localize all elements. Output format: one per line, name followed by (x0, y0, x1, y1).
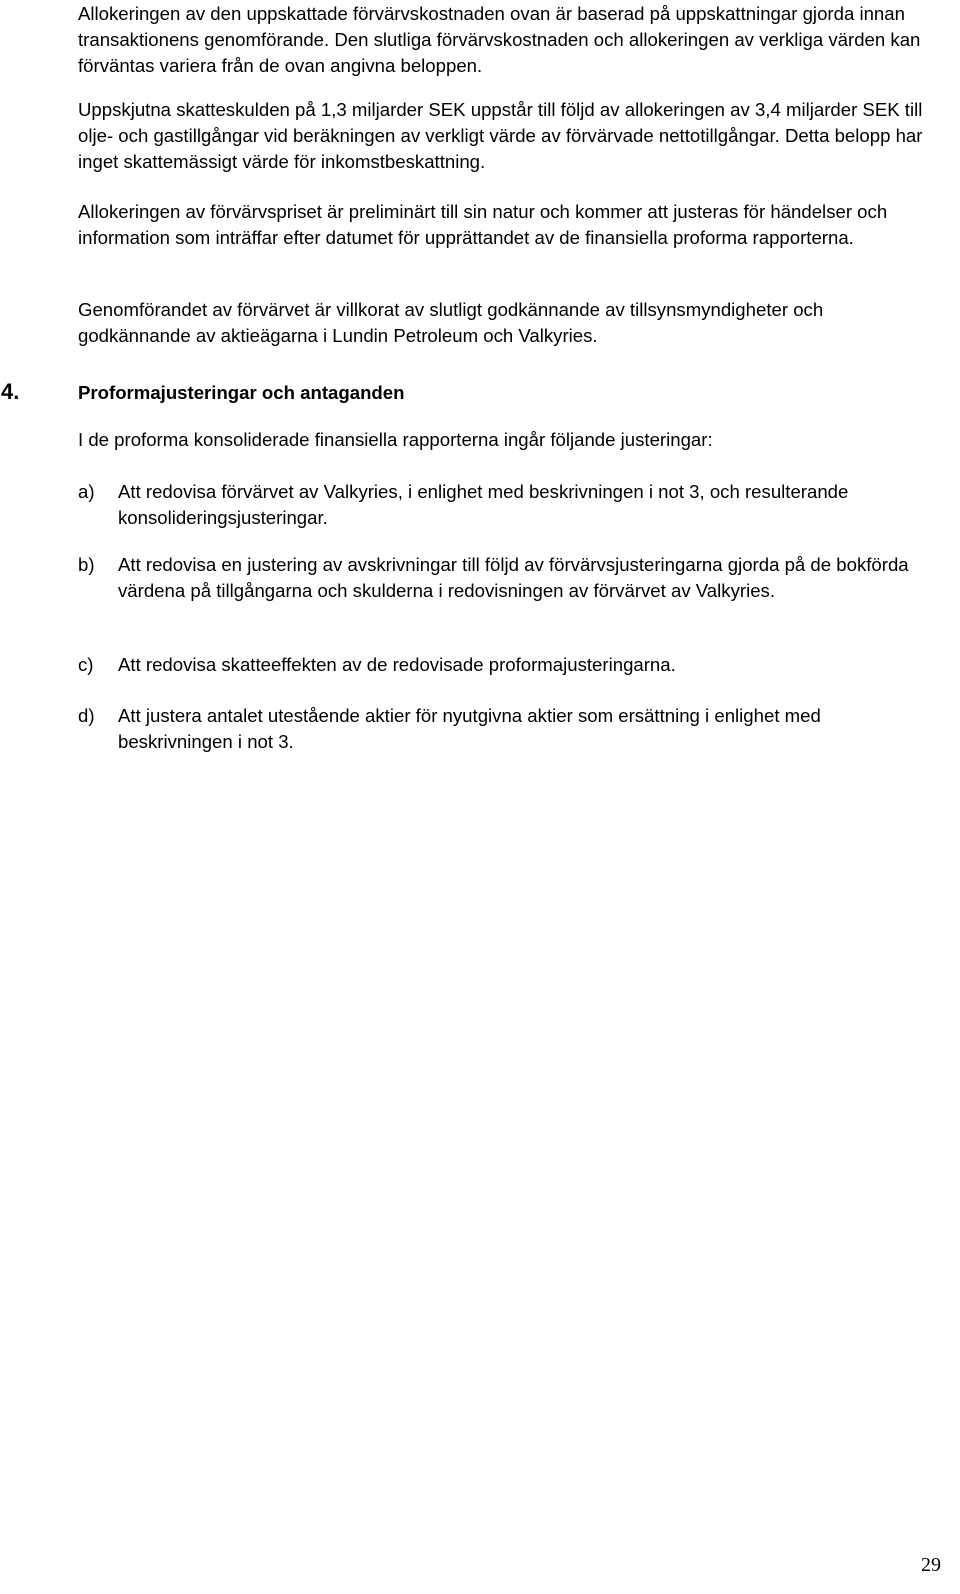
list-item-text: Att justera antalet utestående aktier för nyutgivna aktier som ersättning i enlighet med beskrivningen i not 3. (118, 705, 821, 752)
paragraph-preliminary-allocation: Allokeringen av förvärvspriset är preliminärt till sin natur och kommer att justeras för händelser och information som inträffar efter datumet för upprättandet av de finansiella proforma rapporterna. (78, 201, 888, 248)
section-heading (1, 379, 901, 406)
section-intro: I de proforma konsoliderade finansiella rapporterna ingår följande justeringar: (78, 429, 713, 450)
list-item-text: Att redovisa en justering av avskrivningar till följd av förvärvsjusteringarna gjorda på de bokförda värdena på tillgångarna och skulderna i redovisningen av förvärvet av Valkyries. (118, 554, 909, 601)
paragraph-acquisition-conditions: Genomförandet av förvärvet är villkorat av slutligt godkännande av tillsynsmyndigheter och godkännande av aktieägarna i Lundin Petroleum och Valkyries. (78, 299, 824, 346)
page-number: 29 (921, 1554, 941, 1576)
list-item-text: Att redovisa skatteeffekten av de redovisade proformajusteringarna. (118, 654, 676, 675)
list-item-text: Att redovisa förvärvet av Valkyries, i enlighet med beskrivningen i not 3, och resulterande konsolideringsjusteringar. (118, 481, 849, 528)
list-marker: c) (78, 654, 94, 675)
section-number: 4. (1, 379, 20, 404)
list-marker: b) (78, 554, 95, 575)
section-title: Proformajusteringar och antaganden (78, 382, 405, 403)
paragraph-deferred-tax-liability: Uppskjutna skatteskulden på 1,3 miljarder SEK uppstår till följd av allokeringen av 3,4 miljarder SEK till olje- och gastillgångar vid beräkningen av verkligt värde av förvärvade nettotillgångar. Detta belopp har inget skattemässigt värde för inkomstbeskattning. (78, 99, 923, 172)
paragraph-acquisition-cost-allocation: Allokeringen av den uppskattade förvärvskostnaden ovan är baserad på uppskattningar gjorda innan transaktionens genomförande. Den slutliga förvärvskostnaden och allokeringen av verkliga värden kan förväntas variera från de ovan angivna beloppen. (78, 3, 921, 76)
list-marker: a) (78, 481, 95, 502)
list-marker: d) (78, 705, 95, 726)
